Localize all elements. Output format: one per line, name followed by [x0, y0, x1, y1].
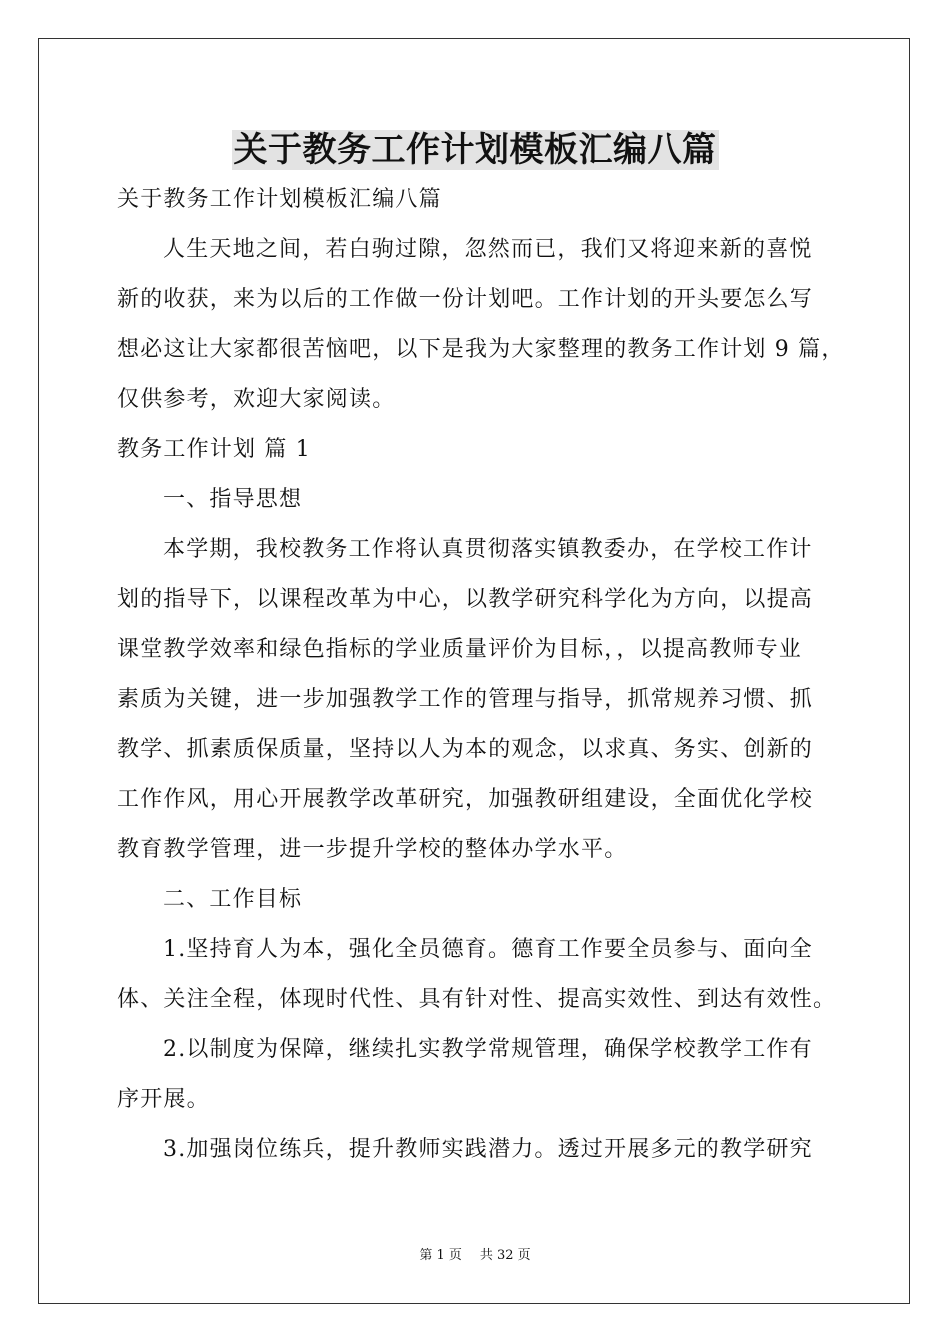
paragraph-line: 教育教学管理，进一步提升学校的整体办学水平。 — [117, 837, 628, 862]
paragraph-line: 划的指导下，以课程改革为中心，以教学研究科学化为方向，以提高 — [117, 587, 814, 612]
list-item-line: 3.加强岗位练兵，提升教师实践潜力。透过开展多元的教学研究 — [163, 1137, 813, 1162]
paragraph-line: 素质为关键，进一步加强教学工作的管理与指导，抓常规养习惯、抓 — [117, 687, 814, 712]
paragraph-line: 仅供参考，欢迎大家阅读。 — [117, 387, 396, 412]
page-number: 第 1 页 — [419, 1248, 462, 1263]
section-heading: 教务工作计划 篇 1 — [117, 437, 311, 462]
list-item-line: 序开展。 — [117, 1087, 210, 1112]
paragraph-line: 工作作风，用心开展教学改革研究，加强教研组建设，全面优化学校 — [117, 787, 814, 812]
document-title — [0, 122, 950, 178]
paragraph-line: 课堂教学效率和绿色指标的学业质量评价为目标，，以提高教师专业 — [117, 637, 803, 662]
subtitle-line: 关于教务工作计划模板汇编八篇 — [117, 187, 442, 212]
page-footer — [0, 1246, 950, 1266]
paragraph-line: 人生天地之间，若白驹过隙，忽然而已，我们又将迎来新的喜悦 — [163, 237, 813, 262]
paragraph-line: 教学、抓素质保质量，坚持以人为本的观念，以求真、务实、创新的 — [117, 737, 814, 762]
subsection-heading: 一、指导思想 — [163, 487, 303, 512]
paragraph-line: 新的收获，来为以后的工作做一份计划吧。工作计划的开头要怎么写 — [117, 287, 814, 312]
list-item-line: 体、关注全程，体现时代性、具有针对性、提高实效性、到达有效性。 — [117, 987, 837, 1012]
list-item-line: 2.以制度为保障，继续扎实教学常规管理，确保学校教学工作有 — [163, 1037, 813, 1062]
document-title-text: 关于教务工作计划模板汇编八篇 — [233, 130, 717, 170]
paragraph-line: 本学期，我校教务工作将认真贯彻落实镇教委办，在学校工作计 — [163, 537, 813, 562]
list-item-line: 1.坚持育人为本，强化全员德育。德育工作要全员参与、面向全 — [163, 937, 813, 962]
paragraph-line: 想必这让大家都很苦恼吧，以下是我为大家整理的教务工作计划 9 篇， — [117, 337, 845, 362]
subsection-heading: 二、工作目标 — [163, 887, 303, 912]
page-total: 共 32 页 — [479, 1248, 531, 1263]
